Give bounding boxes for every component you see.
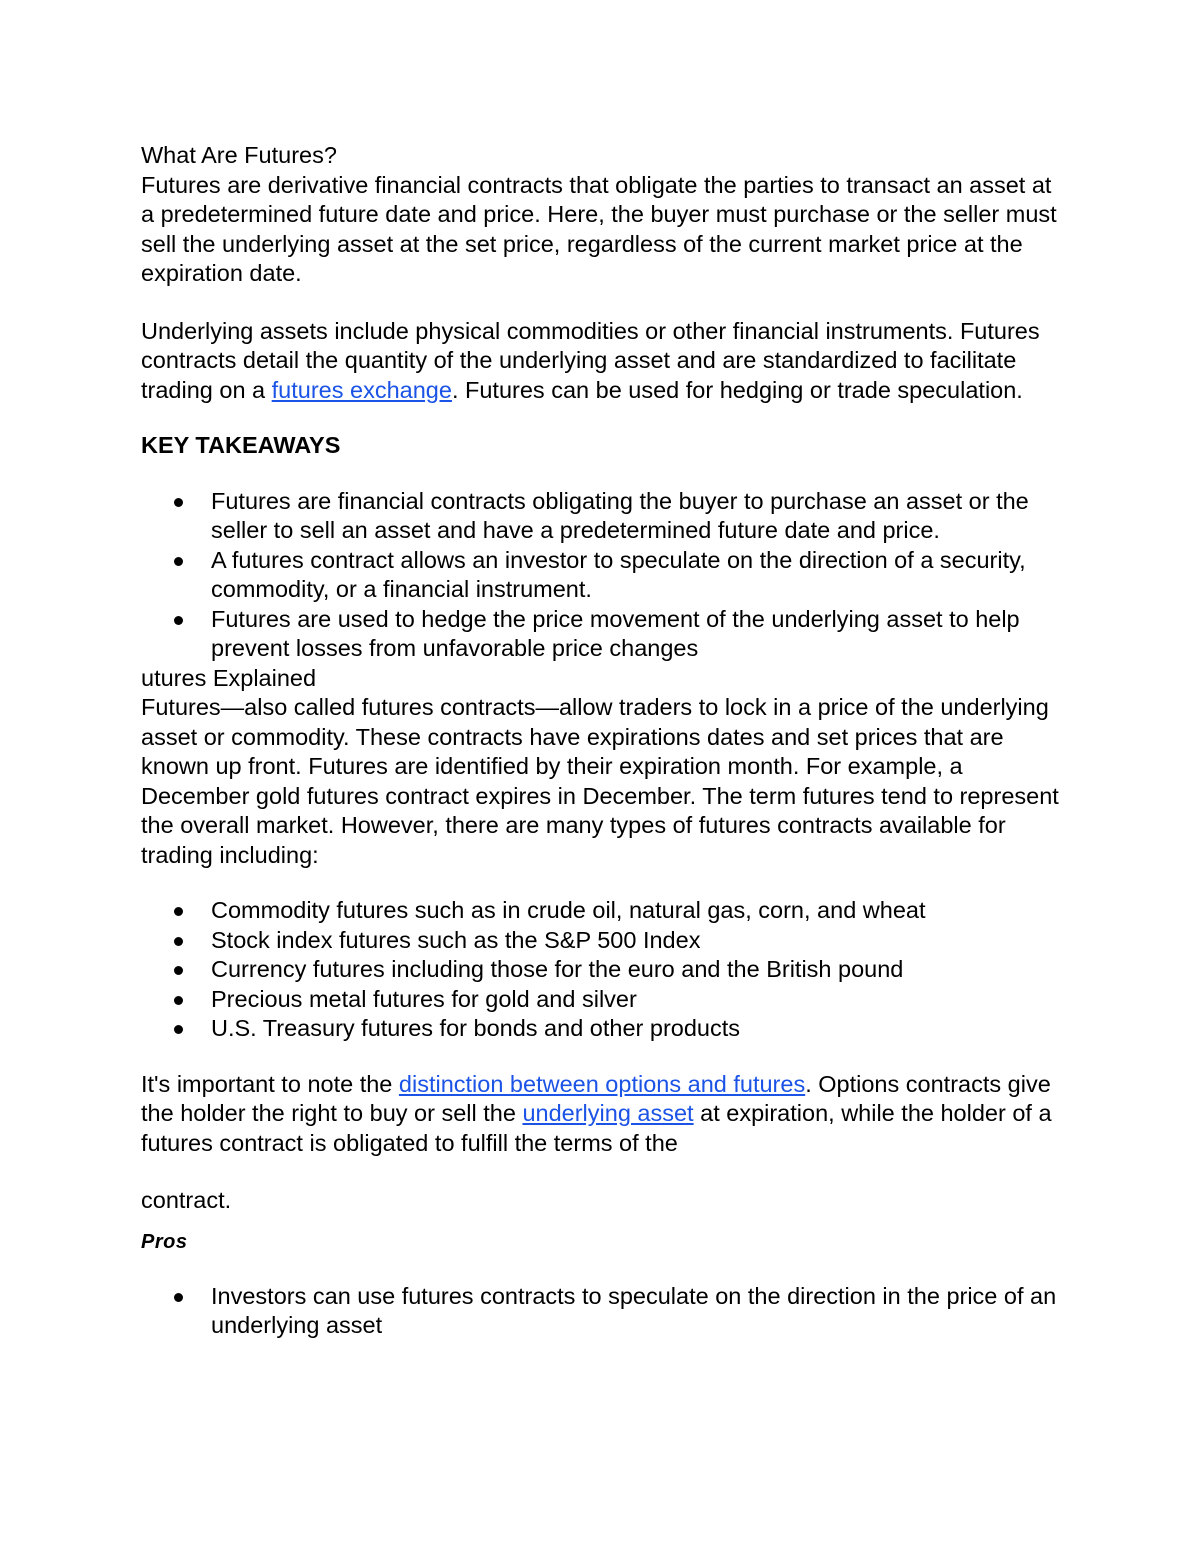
contract-word: contract. bbox=[141, 1187, 232, 1213]
bullet-icon bbox=[174, 996, 183, 1005]
futures-exchange-link[interactable]: futures exchange bbox=[271, 376, 452, 403]
list-item-text: Commodity futures such as in crude oil, natural gas, corn, and wheat bbox=[211, 897, 926, 923]
list-item bbox=[141, 487, 1071, 546]
list-item bbox=[141, 896, 1071, 926]
bullet-icon bbox=[174, 1293, 183, 1302]
list-item-text: A futures contract allows an investor to speculate on the direction of a security, commodity, or a financial instrument. bbox=[211, 546, 1026, 602]
list-item-text: Investors can use futures contracts to speculate on the direction in the price of an underlying asset bbox=[211, 1282, 1057, 1338]
key-takeaways-heading: KEY TAKEAWAYS bbox=[141, 432, 341, 458]
intro-paragraph: Futures are derivative financial contracts that obligate the parties to transact an asset at a predetermined future date and price. Here, the buyer must purchase or the seller must sell the underlying asset at the set price, regardless of the current market price at the expiration date. bbox=[141, 171, 1057, 286]
underlying-assets-paragraph bbox=[141, 317, 1071, 406]
list-item bbox=[141, 985, 1071, 1015]
key-takeaways-list bbox=[141, 487, 1071, 664]
bullet-icon bbox=[174, 907, 183, 916]
underlying-assets-text-start: Underlying assets include physical commodities or other financial instruments. Futures contracts detail the quantity of the underlying asset and are standardized to facilitate trading on a bbox=[141, 317, 1040, 403]
list-item-text: Currency futures including those for the euro and the British pound bbox=[211, 956, 904, 982]
pros-heading: Pros bbox=[141, 1230, 188, 1253]
bullet-icon bbox=[174, 498, 183, 507]
section-title-futures-explained: utures Explained bbox=[141, 664, 317, 691]
underlying-asset-link[interactable]: underlying asset bbox=[522, 1100, 694, 1126]
list-item-text: Precious metal futures for gold and silver bbox=[211, 985, 637, 1012]
options-text-2: . Options contracts give the holder the right to buy or sell the bbox=[141, 1070, 1051, 1126]
list-item-text: U.S. Treasury futures for bonds and other products bbox=[211, 1015, 741, 1041]
list-item bbox=[141, 955, 1071, 985]
list-item bbox=[141, 605, 1071, 664]
bullet-icon bbox=[174, 616, 183, 625]
list-item bbox=[141, 1014, 1071, 1044]
list-item-text: Stock index futures such as the S&P 500 Index bbox=[211, 926, 701, 953]
bullet-icon bbox=[174, 966, 183, 975]
list-item bbox=[141, 926, 1071, 956]
list-item bbox=[141, 1282, 1071, 1341]
bullet-icon bbox=[174, 937, 183, 946]
options-text-3: at expiration, while the holder of a futures contract is obligated to fulfill the terms of the bbox=[141, 1100, 1052, 1156]
bullet-icon bbox=[174, 1025, 183, 1034]
list-item bbox=[141, 546, 1071, 605]
underlying-assets-text-end: . Futures can be used for hedging or trade speculation. bbox=[451, 376, 1023, 403]
list-item-text: Futures are used to hedge the price movement of the underlying asset to help prevent losses from unfavorable price changes bbox=[211, 605, 1020, 661]
futures-explained-paragraph: Futures—also called futures contracts—allow traders to lock in a price of the underlying asset or commodity. These contracts have expirations dates and set prices that are known up front. Futures are identified by their expiration month. For example, a December gold futures contract expires in December. The term futures tend to represent the overall market. However, there are many types of futures contracts available for trading including: bbox=[141, 694, 1059, 868]
bullet-icon bbox=[174, 557, 183, 566]
list-item-text: Futures are financial contracts obligating the buyer to purchase an asset or the seller to sell an asset and have a predetermined future date and price. bbox=[211, 487, 1029, 543]
section-title-what-are-futures: What Are Futures? bbox=[141, 142, 337, 168]
options-vs-futures-paragraph bbox=[141, 1070, 1071, 1159]
document-page bbox=[141, 141, 1071, 1341]
options-futures-distinction-link[interactable]: distinction between options and futures bbox=[398, 1070, 806, 1097]
options-text-1: It's important to note the bbox=[141, 1070, 399, 1097]
futures-types-list bbox=[141, 896, 1071, 1044]
pros-list bbox=[141, 1282, 1071, 1341]
